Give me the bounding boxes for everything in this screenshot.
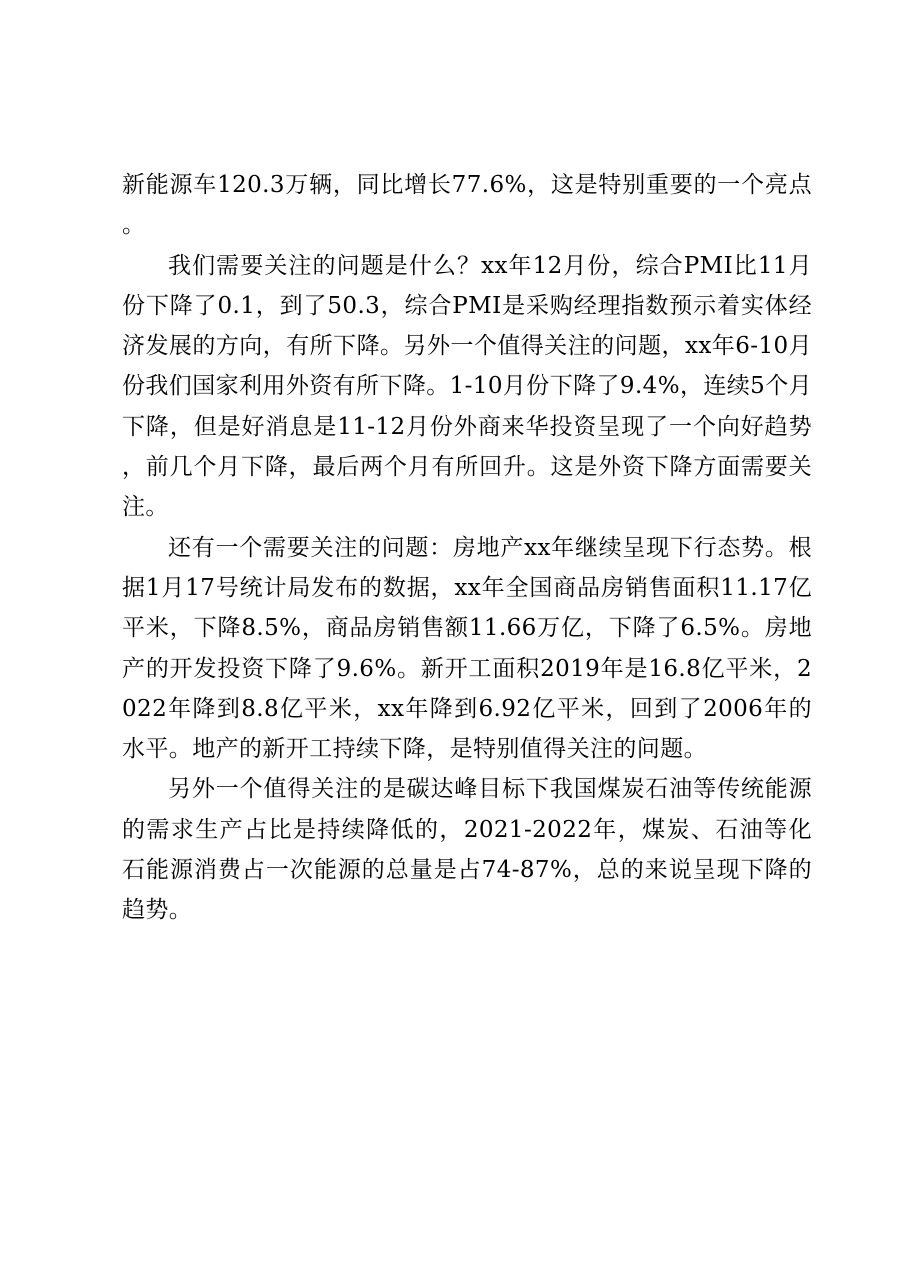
paragraph-1: 新能源车120.3万辆，同比增长77.6%，这是特别重要的一个亮点。 (122, 172, 812, 239)
paragraph-3: 还有一个需要关注的问题：房地产xx年继续呈现下行态势。根据1月17号统计局发布的数据，xx年全国商品房销售面积11.17亿平米，下降8.5%，商品房销售额11.66万亿，下降了6.5%。房地产的开发投资下降了9.6%。新开工面积2019年是16.8亿平米，2022年降到8.8亿平米，xx年降到6.92亿平米，回到了2006年的水平。地产的新开工持续下降，是特别值得关注的问题。 (122, 534, 812, 763)
document-body (122, 165, 812, 931)
paragraph-2: 我们需要关注的问题是什么？xx年12月份，综合PMI比11月份下降了0.1，到了50.3，综合PMI是采购经理指数预示着实体经济发展的方向，有所下降。另外一个值得关注的问题，xx年6-10月份我们国家利用外资有所下降。1-10月份下降了9.4%，连续5个月下降，但是好消息是11-12月份外商来华投资呈现了一个向好趋势，前几个月下降，最后两个月有所回升。这是外资下降方面需要关注。 (122, 252, 812, 521)
paragraph-4: 另外一个值得关注的是碳达峰目标下我国煤炭石油等传统能源的需求生产占比是持续降低的，2021-2022年，煤炭、石油等化石能源消费占一次能源的总量是占74-87%，总的来说呈现下降的趋势。 (122, 776, 812, 924)
